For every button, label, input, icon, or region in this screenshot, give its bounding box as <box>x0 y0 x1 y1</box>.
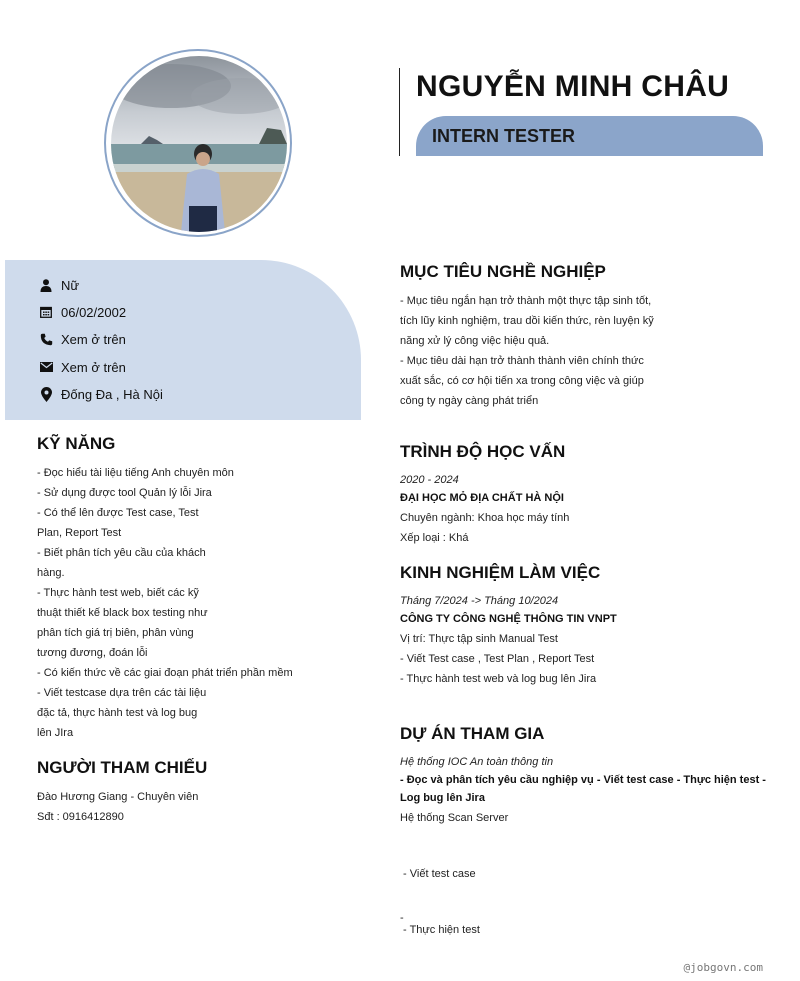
project1-name: Hệ thống IOC An toàn thông tin <box>400 756 554 768</box>
education-heading: TRÌNH ĐỘ HỌC VẤN <box>400 442 566 461</box>
project2-name: Hệ thống Scan Server <box>400 812 509 824</box>
project1-tasks: - Đọc và phân tích yêu cầu nghiệp vụ - Viết test case - Thực hiện test - <box>400 774 766 786</box>
phone-icon <box>38 331 54 347</box>
objective-line: năng xử lý công việc hiệu quả. <box>400 335 550 347</box>
education-major: Chuyên ngành: Khoa học máy tính <box>400 512 570 524</box>
candidate-name: NGUYỄN MINH CHÂU <box>416 70 730 103</box>
avatar <box>111 56 287 232</box>
mail-icon <box>38 359 54 375</box>
project2-task: - Viết test case <box>400 868 476 880</box>
gender-text: Nữ <box>61 277 80 293</box>
skills-line: - Có kiến thức về các giai đoạn phát triển phần mềm <box>37 667 293 679</box>
skills-line: - Sử dụng được tool Quản lý lỗi Jira <box>37 487 212 499</box>
project1-tasks-cont: Log bug lên Jira <box>400 792 485 804</box>
skills-line: - Viết testcase dựa trên các tài liệu <box>37 687 207 699</box>
experience-line: - Viết Test case , Test Plan , Report Test <box>400 653 595 665</box>
skills-line: - Có thể lên được Test case, Test <box>37 507 199 519</box>
experience-details <box>400 629 596 689</box>
skills-line: đặc tả, thực hành test và log bug <box>37 707 198 719</box>
phone-text: Xem ở trên <box>61 331 126 347</box>
objective-heading: MỤC TIÊU NGHỀ NGHIỆP <box>400 262 606 281</box>
experience-line: Vị trí: Thực tập sinh Manual Test <box>400 633 558 645</box>
objective-text <box>400 291 654 411</box>
experience-period: Tháng 7/2024 -> Tháng 10/2024 <box>400 595 559 607</box>
objective-line: xuất sắc, có cơ hội tiến xa trong công việc và giúp <box>400 375 644 387</box>
references-heading: NGƯỜI THAM CHIẾU <box>37 758 208 777</box>
skills-line: - Thực hành test web, biết các kỹ <box>37 587 199 599</box>
objective-line: tích lũy kinh nghiệm, trau dồi kiến thức, rèn luyện kỹ <box>400 315 654 327</box>
project2-tasks <box>400 828 480 958</box>
objective-line: - Mục tiêu dài hạn trở thành thành viên chính thức <box>400 355 644 367</box>
watermark: @jobgovn.com <box>683 961 763 974</box>
education-period: 2020 - 2024 <box>400 474 459 486</box>
skills-line: thuật thiết kế black box testing như <box>37 607 208 619</box>
contact-dob <box>38 302 126 322</box>
skills-line: hàng. <box>37 567 65 579</box>
experience-line: - Thực hành test web và log bug lên Jira <box>400 673 597 685</box>
skills-line: Plan, Report Test <box>37 527 122 539</box>
skills-line: lên JIra <box>37 727 74 739</box>
calendar-icon <box>38 304 54 320</box>
reference-line: Đào Hương Giang - Chuyên viên <box>37 791 199 803</box>
education-school: ĐẠI HỌC MỎ ĐỊA CHẤT HÀ NỘI <box>400 492 564 504</box>
contact-phone <box>38 329 126 349</box>
projects-heading: DỰ ÁN THAM GIA <box>400 724 545 743</box>
education-rank: Xếp loại : Khá <box>400 532 469 544</box>
email-text: Xem ở trên <box>61 359 126 375</box>
candidate-role: INTERN TESTER <box>432 126 576 146</box>
reference-line: Sđt : 0916412890 <box>37 811 124 823</box>
address-text: Đống Đa , Hà Nội <box>61 386 163 402</box>
objective-line: công ty ngày càng phát triển <box>400 395 539 407</box>
skills-line: - Biết phân tích yêu cầu của khách <box>37 547 206 559</box>
contact-address <box>38 384 163 404</box>
contact-gender <box>38 275 79 295</box>
experience-company: CÔNG TY CÔNG NGHỆ THÔNG TIN VNPT <box>400 613 617 625</box>
person-icon <box>38 277 54 293</box>
dob-text: 06/02/2002 <box>61 304 127 320</box>
skills-heading: KỸ NĂNG <box>37 434 116 453</box>
objective-line: - Mục tiêu ngắn hạn trở thành một thực tập sinh tốt, <box>400 295 652 307</box>
references-list <box>37 787 198 827</box>
experience-heading: KINH NGHIỆM LÀM VIỆC <box>400 563 601 582</box>
skills-line: - Đọc hiểu tài liệu tiếng Anh chuyên môn <box>37 467 234 479</box>
header-divider <box>399 68 400 156</box>
location-pin-icon <box>38 386 54 402</box>
skills-line: phân tích giá trị biên, phân vùng <box>37 627 194 639</box>
skills-list <box>37 463 293 743</box>
project2-task: - Thực hiện test <box>400 924 480 936</box>
contact-email <box>38 357 126 377</box>
projects-dash: - <box>400 912 404 924</box>
skills-line: tương đương, đoán lỗi <box>37 647 148 659</box>
